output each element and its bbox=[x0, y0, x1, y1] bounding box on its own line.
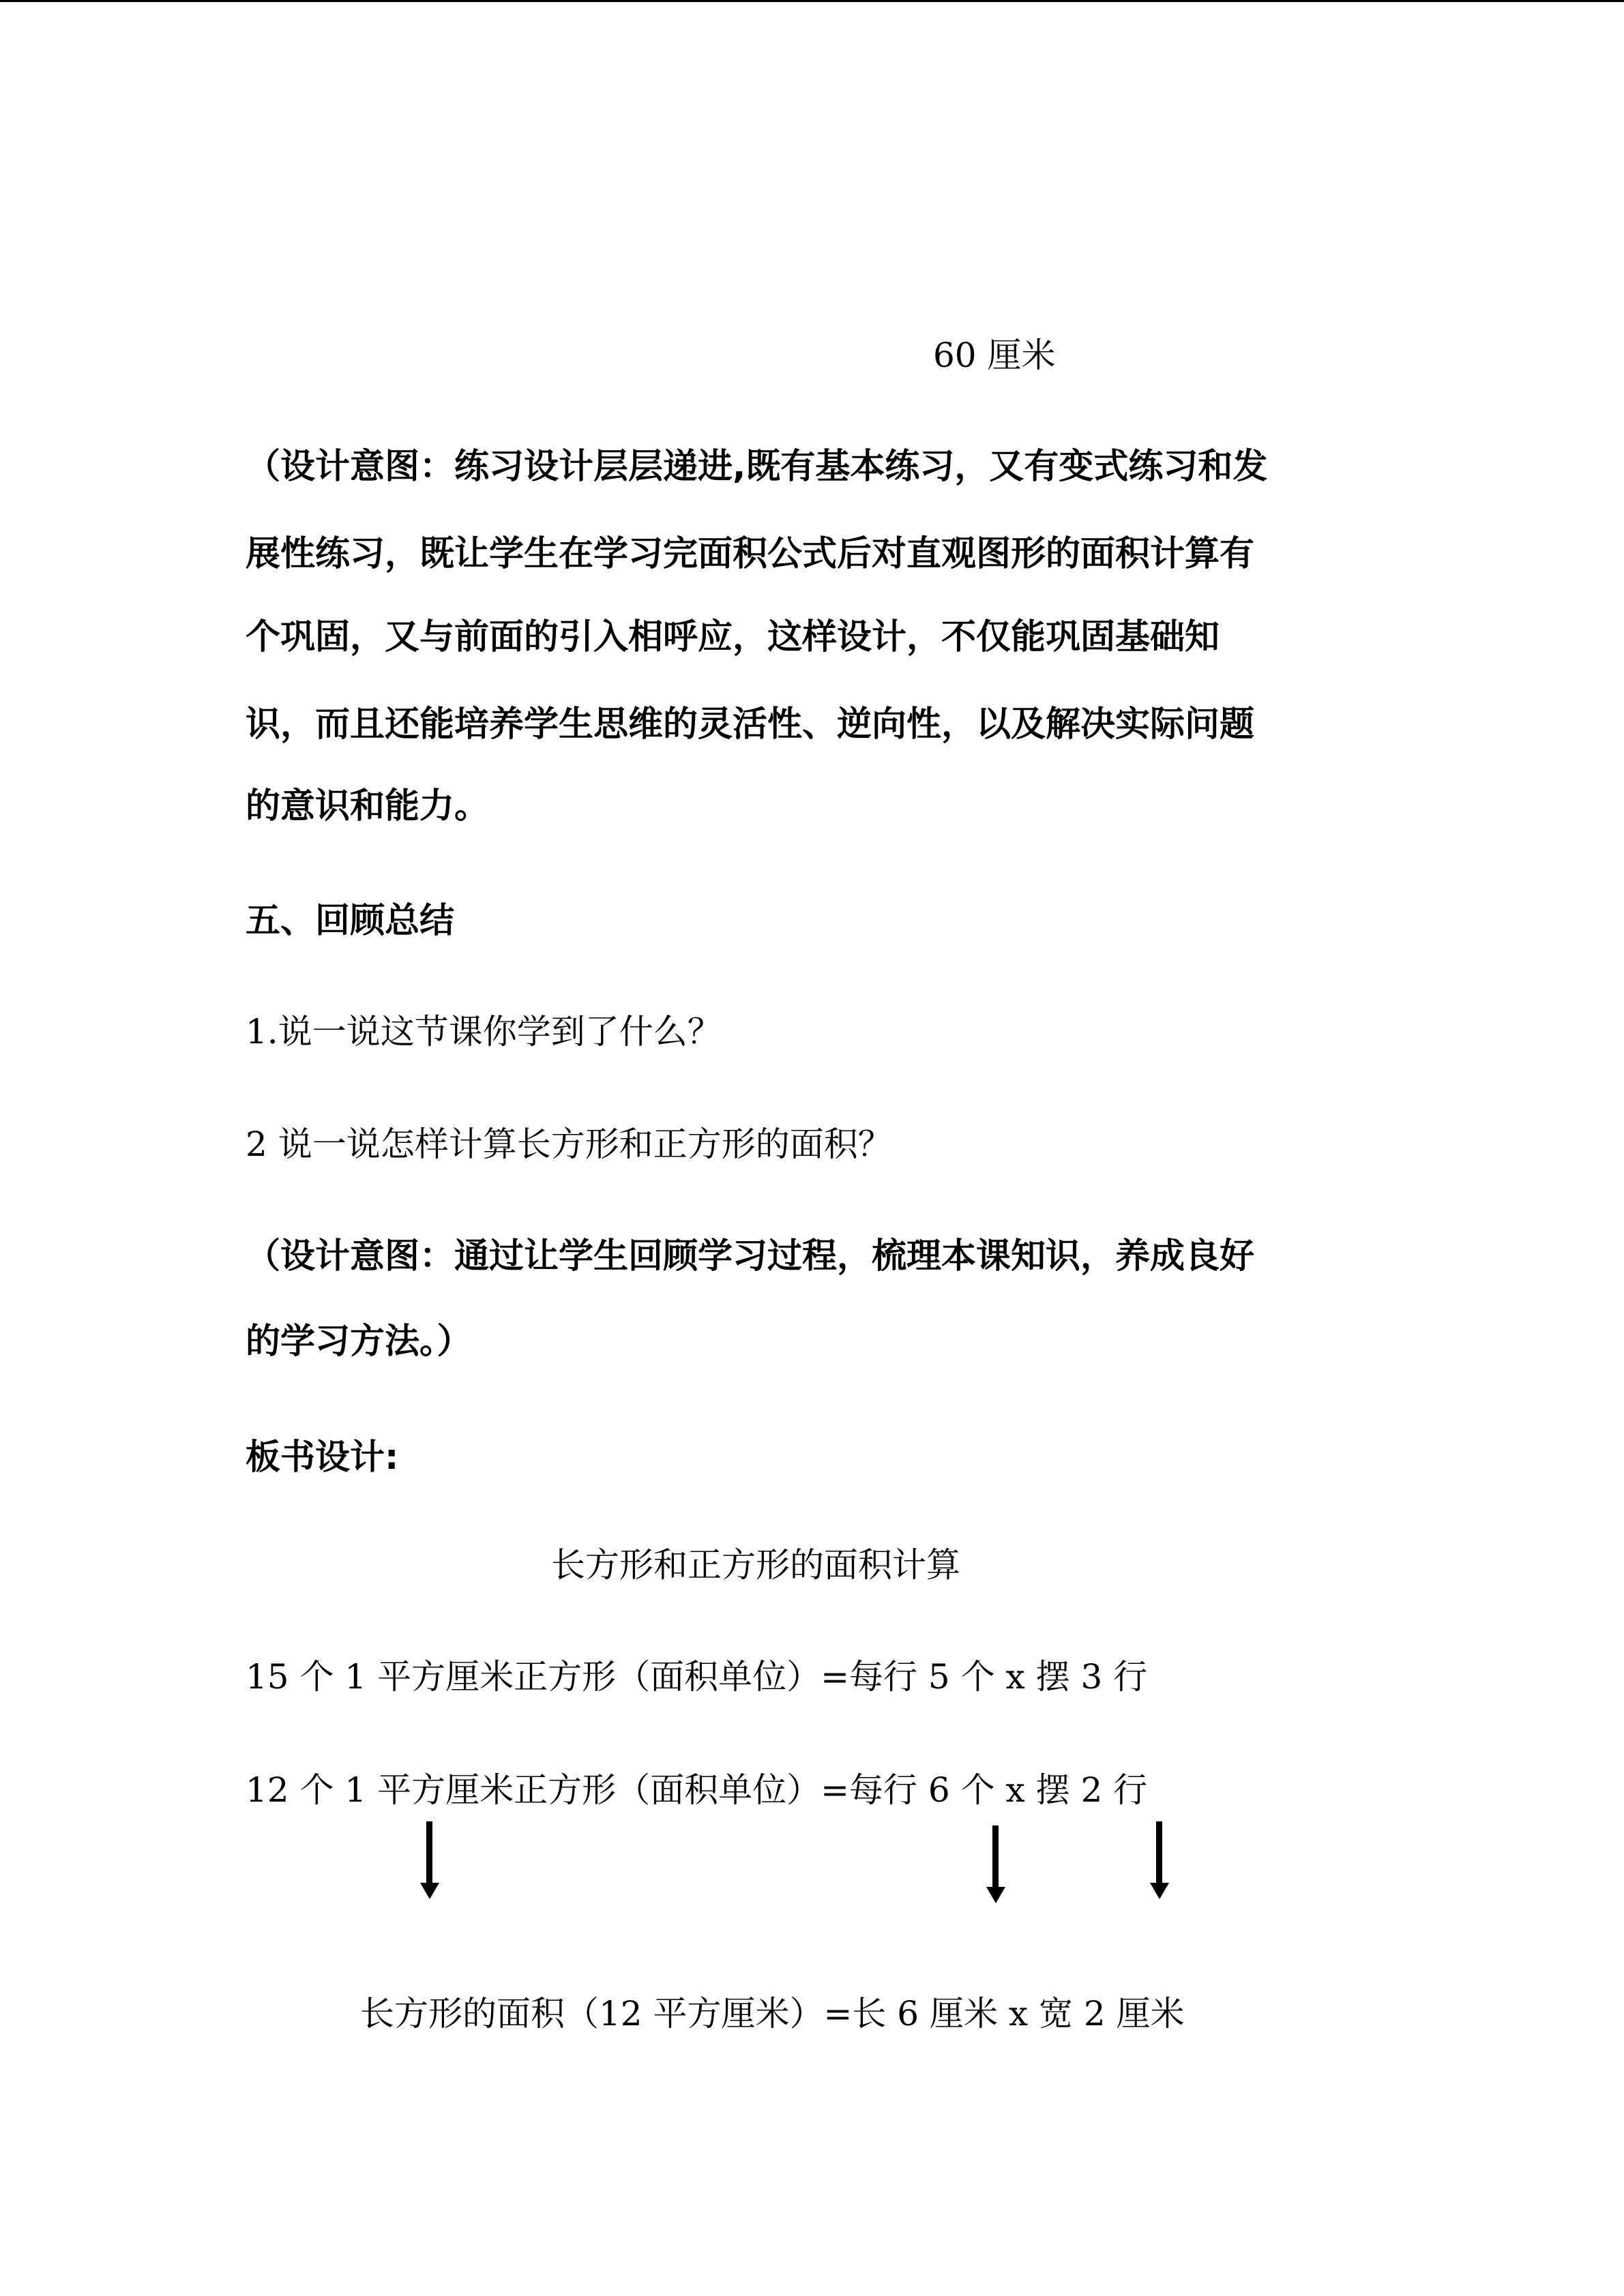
down-arrow-icon bbox=[1146, 1821, 1173, 1900]
section-five-heading: 五、回顾总结 bbox=[246, 901, 455, 941]
board-line-2: 12 个 1 平方厘米正方形（面积单位）=每行 6 个 x 摆 2 行 bbox=[246, 1770, 1148, 1810]
board-line-1: 15 个 1 平方厘米正方形（面积单位）=每行 5 个 x 摆 3 行 bbox=[246, 1657, 1148, 1697]
review-question-2: 2 说一说怎样计算长方形和正方形的面积？ bbox=[246, 1124, 892, 1164]
design-note-1-line-4: 识，而且还能培养学生思维的灵活性、逆向性，以及解决实际问题 bbox=[246, 704, 1255, 745]
design-note-2-line-1: （设计意图：通过让学生回顾学习过程，梳理本课知识，养成良好 bbox=[246, 1236, 1255, 1277]
down-arrow-icon bbox=[982, 1825, 1009, 1905]
top-value-label: 60 厘米 bbox=[933, 336, 1056, 375]
design-note-1-line-2: 展性练习，既让学生在学习完面积公式后对直观图形的面积计算有 bbox=[246, 534, 1255, 574]
down-arrow-icon bbox=[416, 1821, 443, 1900]
area-formula: 长方形的面积（12 平方厘米）=长 6 厘米 x 宽 2 厘米 bbox=[360, 1994, 1185, 2033]
design-note-2-line-2: 的学习方法。） bbox=[246, 1322, 472, 1362]
board-design-heading: 板书设计: bbox=[246, 1437, 399, 1478]
design-note-1-line-5: 的意识和能力。 bbox=[246, 786, 490, 826]
review-question-1: 1.说一说这节课你学到了什么？ bbox=[246, 1012, 722, 1052]
design-note-1-line-3: 个巩固，又与前面的引入相呼应，这样设计，不仅能巩固基础知 bbox=[246, 617, 1220, 657]
design-note-1-line-1: （设计意图：练习设计层层递进,既有基本练习，又有变式练习和发 bbox=[246, 447, 1268, 487]
board-title: 长方形和正方形的面积计算 bbox=[551, 1545, 960, 1585]
